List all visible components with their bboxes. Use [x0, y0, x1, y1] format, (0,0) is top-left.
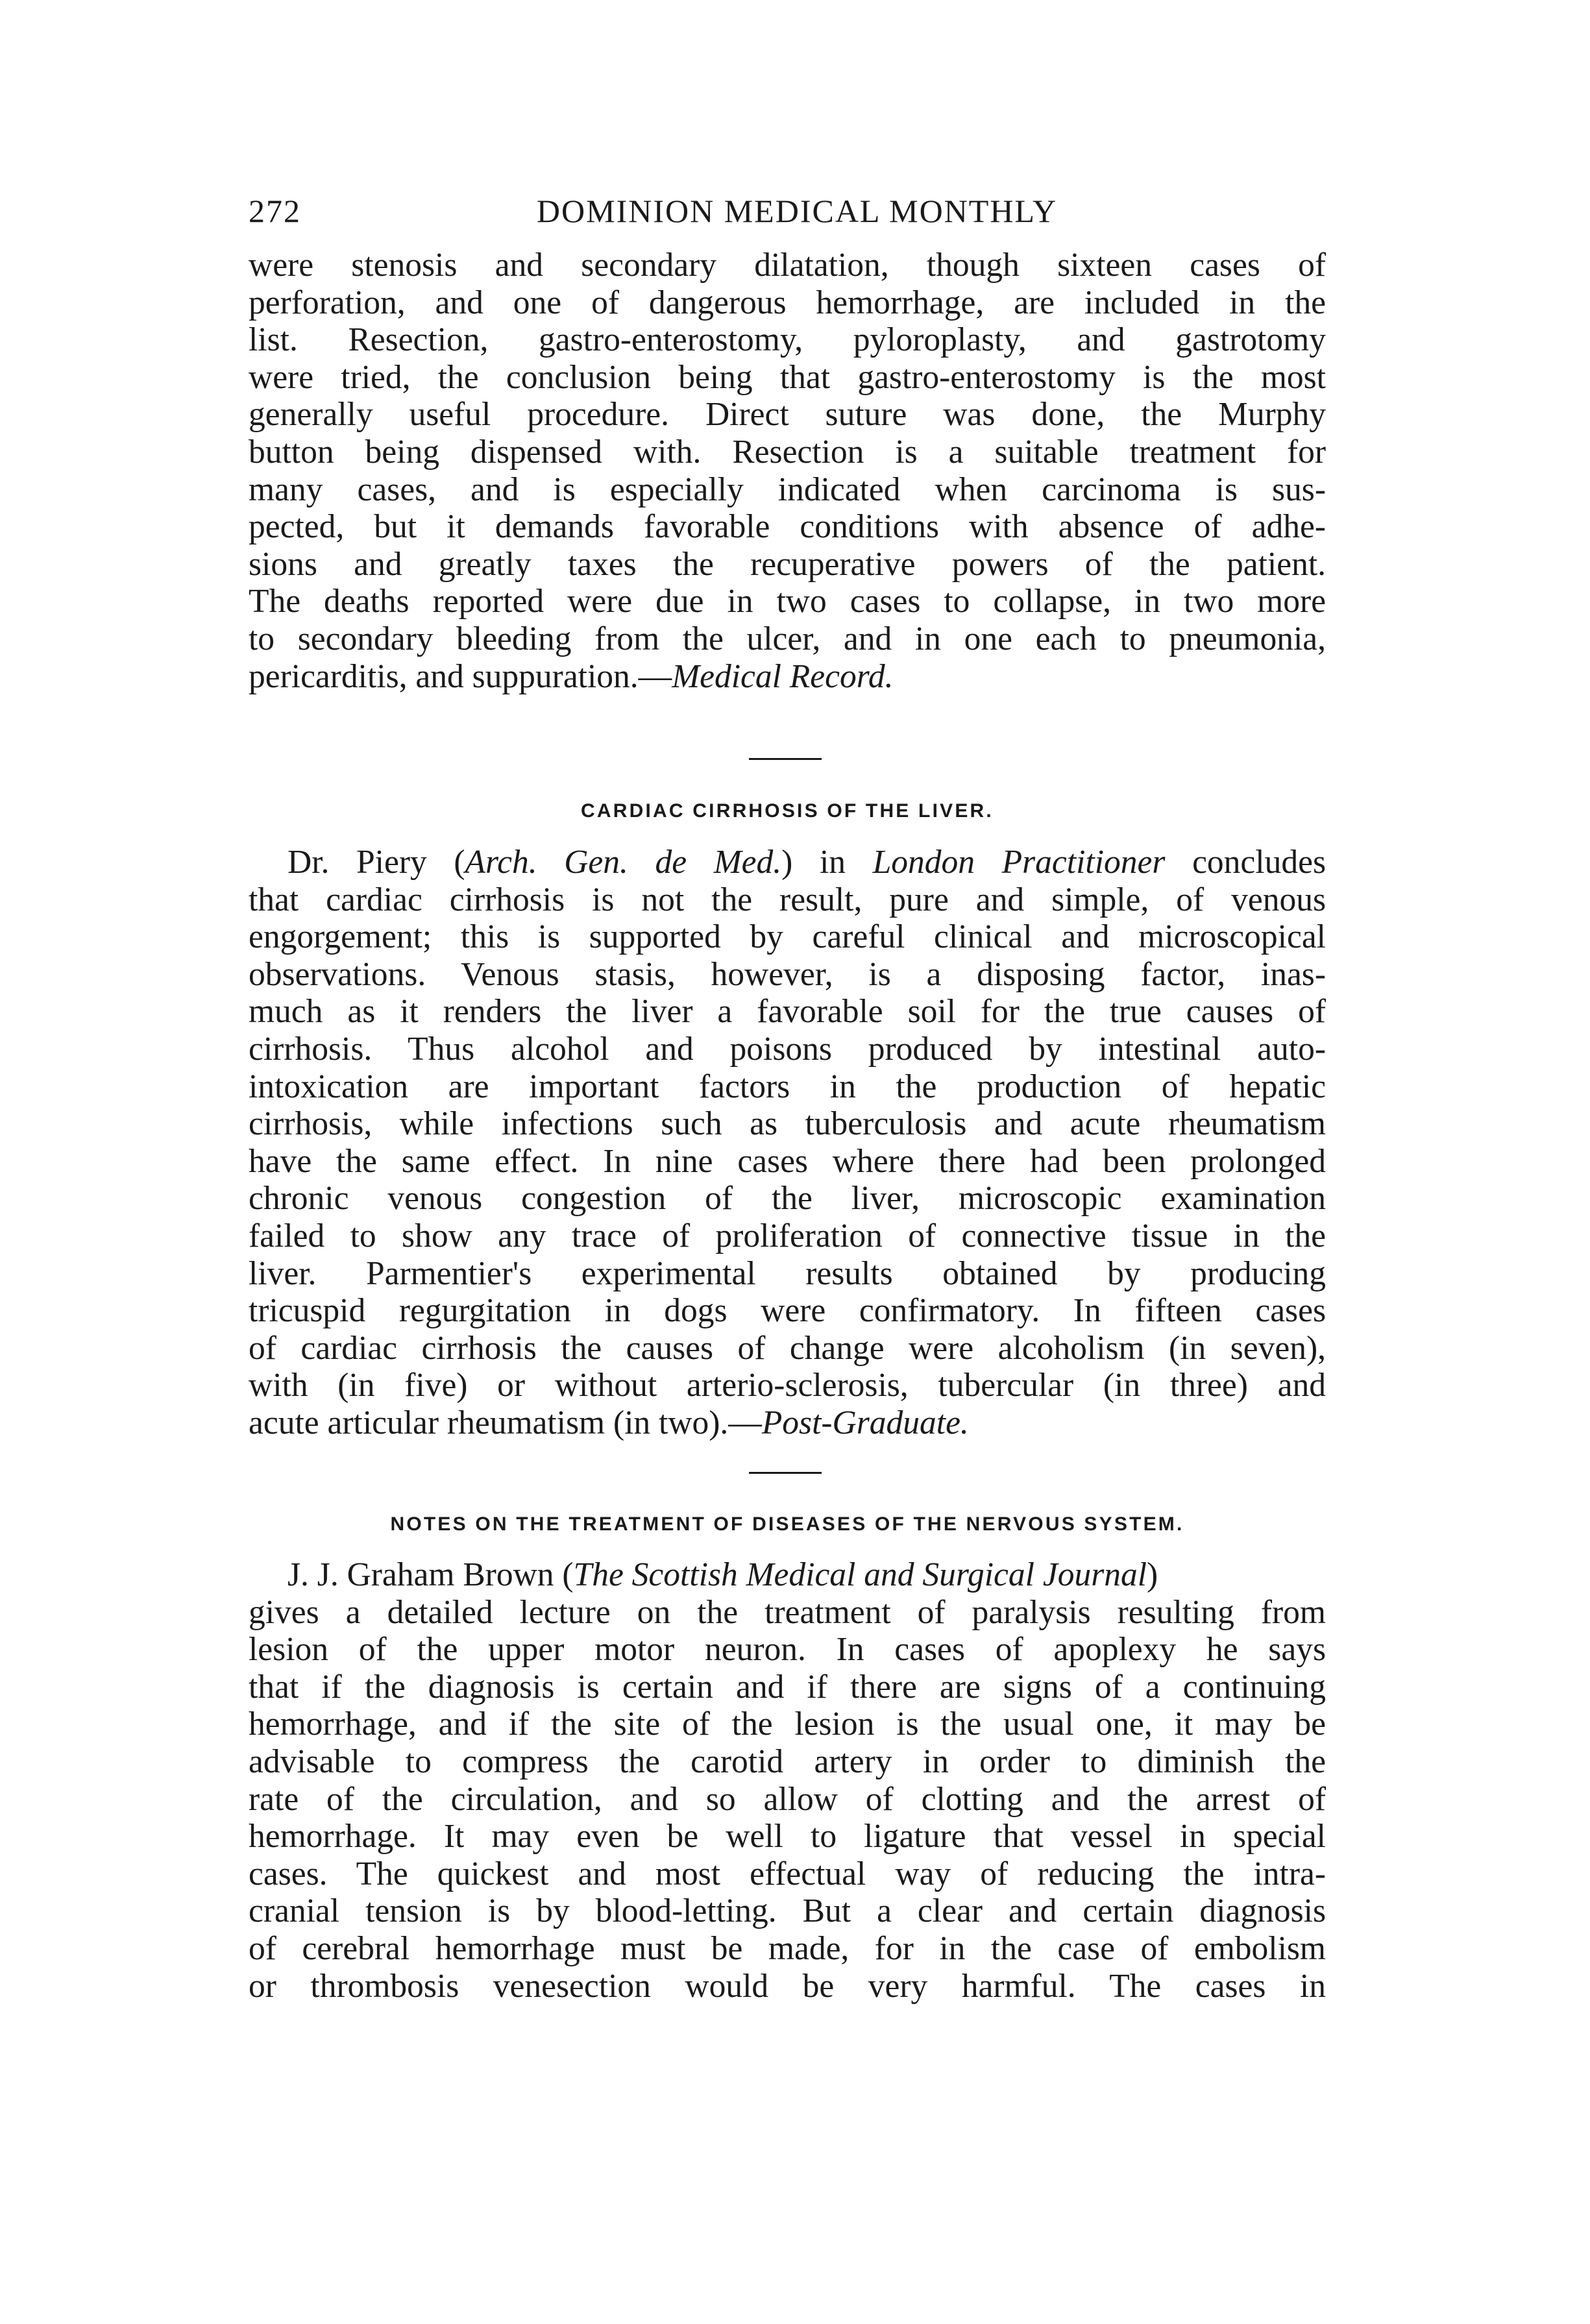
text-line: cranial tension is by blood-letting. But a clear and certain diagnosis [249, 1892, 1326, 1930]
section-3-heading: NOTES ON THE TREATMENT OF DISEASES OF THE NERVOUS SYSTEM. [390, 1513, 1184, 1535]
text-line: that if the diagnosis is certain and if there are signs of a continuing [249, 1668, 1326, 1706]
text-line: or thrombosis venesection would be very harmful. The cases in [249, 1967, 1326, 2005]
text-line: failed to show any trace of proliferation of connective tissue in the [249, 1217, 1326, 1254]
text-line: cases. The quickest and most effectual way of reducing the intra- [249, 1855, 1326, 1892]
text-line: to secondary bleeding from the ulcer, and in one each to pneumonia, [249, 620, 1326, 657]
section-1-paragraph [249, 247, 1326, 695]
section-2-heading: CARDIAC CIRRHOSIS OF THE LIVER. [581, 800, 994, 822]
text-line: perforation, and one of dangerous hemorrhage, are included in the [249, 284, 1326, 321]
s3-tail: ) [1147, 1556, 1158, 1593]
text-line: of cerebral hemorrhage must be made, for in the case of embolism [249, 1929, 1326, 1967]
text-line: were stenosis and secondary dilatation, though sixteen cases of [249, 247, 1326, 284]
s3-lead: J. J. Graham Brown ( [287, 1556, 574, 1593]
source-citation: Post-Graduate. [761, 1404, 969, 1441]
text-line: lesion of the upper motor neuron. In cases of apoplexy he says [249, 1631, 1326, 1669]
last-line-text: acute articular rheumatism (in two).— [249, 1404, 762, 1441]
text-line: intoxication are important factors in the production of hepatic [249, 1068, 1326, 1105]
journal-title: DOMINION MEDICAL MONTHLY [536, 193, 1058, 229]
text-line: liver. Parmentier's experimental results obtained by producing [249, 1254, 1326, 1292]
text-line: have the same effect. In nine cases where there had been prolonged [249, 1142, 1326, 1180]
text-line: generally useful procedure. Direct suture was done, the Murphy [249, 396, 1326, 434]
text-line: observations. Venous stasis, however, is a disposing factor, inas- [249, 955, 1326, 993]
text-line: that cardiac cirrhosis is not the result, pure and simple, of venous [249, 881, 1326, 918]
text-line: much as it renders the liver a favorable soil for the true causes of [249, 993, 1326, 1031]
text-line: with (in five) or without arterio-sclerosis, tubercular (in three) and [249, 1367, 1326, 1404]
text-line: pected, but it demands favorable conditions with absence of adhe- [249, 508, 1326, 546]
section-2-first-line [249, 844, 1326, 881]
text-line: button being dispensed with. Resection is a suitable treatment for [249, 433, 1326, 471]
text-line: gives a detailed lecture on the treatment of paralysis resulting from [249, 1593, 1326, 1631]
s2-ref-arch: Arch. Gen. de Med. [465, 844, 782, 881]
section-2-paragraph [249, 844, 1326, 1442]
text-line [249, 658, 1326, 696]
section-3-paragraph [249, 1556, 1326, 2005]
section-divider [749, 758, 822, 760]
text-line: advisable to compress the carotid artery in order to diminish the [249, 1743, 1326, 1780]
s2-mid: ) in [781, 844, 873, 881]
text-line: hemorrhage. It may even be well to ligature that vessel in special [249, 1818, 1326, 1855]
text-line: were tried, the conclusion being that gastro-enterostomy is the most [249, 358, 1326, 396]
section-divider [749, 1472, 822, 1474]
text-line: chronic venous congestion of the liver, microscopic examination [249, 1180, 1326, 1217]
text-line: hemorrhage, and if the site of the lesion is the usual one, it may be [249, 1706, 1326, 1743]
text-line: tricuspid regurgitation in dogs were confirmatory. In fifteen cases [249, 1292, 1326, 1330]
text-line: engorgement; this is supported by careful clinical and microscopical [249, 918, 1326, 956]
last-line-text: pericarditis, and suppuration.— [249, 657, 672, 695]
text-line [249, 1404, 1326, 1442]
s3-ref-journal: The Scottish Medical and Surgical Journal [573, 1556, 1147, 1593]
text-line: The deaths reported were due in two cases to collapse, in two more [249, 583, 1326, 620]
text-line: many cases, and is especially indicated when carcinoma is sus- [249, 471, 1326, 508]
running-head [249, 192, 1326, 238]
source-citation: Medical Record. [672, 657, 894, 695]
section-3-first-line [249, 1556, 1326, 1594]
text-line: sions and greatly taxes the recuperative powers of the patient. [249, 545, 1326, 583]
text-line: of cardiac cirrhosis the causes of change were alcoholism (in seven), [249, 1329, 1326, 1367]
text-line: rate of the circulation, and so allow of clotting and the arrest of [249, 1780, 1326, 1818]
s2-tail: concludes [1165, 844, 1326, 881]
s2-lead: Dr. Piery ( [287, 844, 465, 881]
text-line: cirrhosis, while infections such as tuberculosis and acute rheumatism [249, 1105, 1326, 1143]
text-line: cirrhosis. Thus alcohol and poisons produced by intestinal auto- [249, 1030, 1326, 1068]
page-number: 272 [249, 193, 301, 229]
s2-ref-london: London Practitioner [872, 844, 1166, 881]
text-line: list. Resection, gastro-enterostomy, pyloroplasty, and gastrotomy [249, 321, 1326, 359]
